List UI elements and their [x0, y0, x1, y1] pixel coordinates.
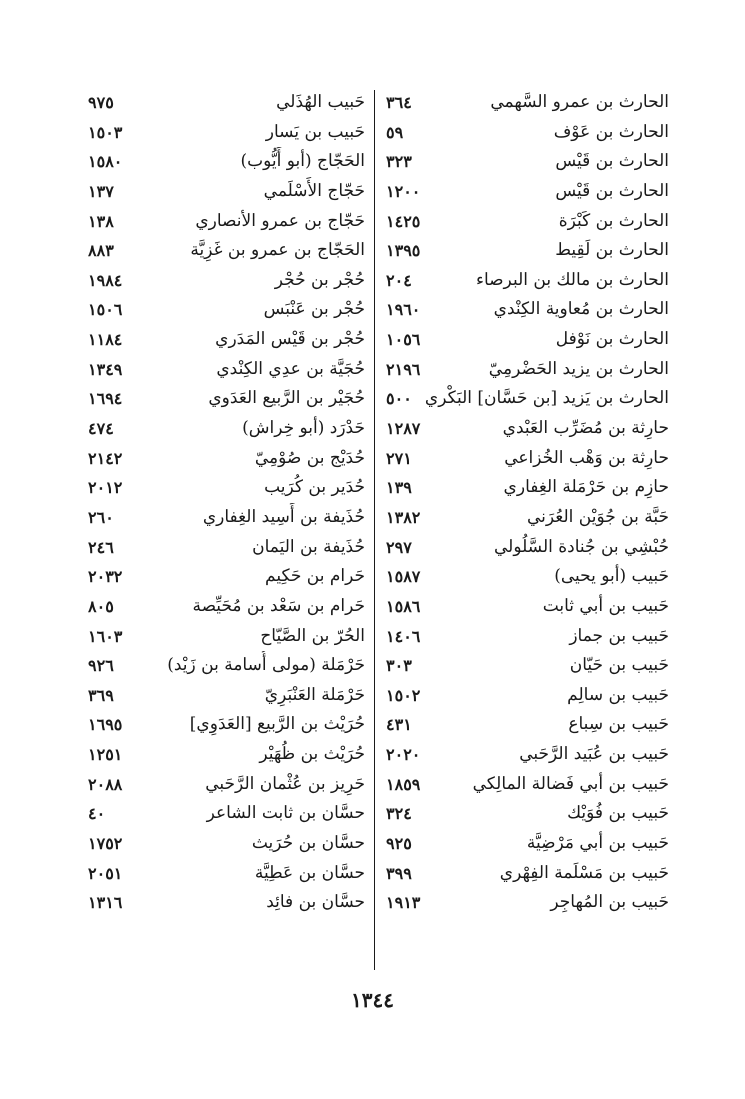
right-entry-number: ٣٠٣ — [386, 656, 412, 676]
index-row — [0, 355, 745, 385]
left-entry-name: حَدْرَد (أبو خِراش) — [242, 418, 365, 439]
right-entry-number: ٢٩٧ — [386, 537, 412, 557]
left-entry-number: ٩٢٦ — [88, 656, 114, 676]
right-entry-number: ٥٩ — [386, 122, 404, 142]
index-row — [0, 444, 745, 474]
right-entry-number: ١٤٠٦ — [386, 626, 421, 646]
left-entry-number: ١٥٠٦ — [88, 300, 123, 320]
right-entry-number: ١٣٩٥ — [386, 241, 421, 261]
page-number: ١٣٤٤ — [351, 988, 394, 1012]
right-entry-number: ٩٢٥ — [386, 834, 412, 854]
right-entry-number: ١٩١٣ — [386, 893, 421, 913]
right-entry-number: ٤٣١ — [386, 715, 412, 735]
index-row — [0, 207, 745, 237]
left-entry-number: ١٦٠٣ — [88, 626, 123, 646]
right-entry-number: ١٤٢٥ — [386, 211, 421, 231]
index-row — [0, 888, 745, 918]
index-row — [0, 384, 745, 414]
left-entry-name: الحَجّاج بن عمرو بن غَزِيَّة — [190, 240, 365, 261]
right-entry-number: ١٢٨٧ — [386, 419, 421, 439]
left-entry-name: حَبيب الهُذَلي — [276, 92, 365, 112]
left-entry-number: ١٣١٦ — [88, 893, 123, 913]
right-entry-name: الحارث بن نَوْفل — [555, 329, 669, 350]
right-entry-number: ١٥٨٦ — [386, 596, 421, 616]
left-entry-name: حُذَيفة بن اليَمان — [252, 536, 365, 557]
right-entry-number: ٣٢٤ — [386, 804, 412, 824]
right-entry-number: ٢٠٢٠ — [386, 745, 421, 765]
left-entry-number: ٢٠٥١ — [88, 863, 123, 883]
left-entry-number: ٢٠١٢ — [88, 478, 123, 498]
left-entry-number: ٢٤٦ — [88, 537, 114, 557]
left-entry-number: ١١٨٤ — [88, 330, 123, 350]
index-row — [0, 177, 745, 207]
left-entry-name: حسَّان بن حُرَيث — [251, 833, 365, 854]
index-row — [0, 266, 745, 296]
right-entry-name: حَبيب بن فُوَيْك — [567, 803, 669, 824]
left-entry-name: حَرِيز بن عُثْمان الرَّحَبي — [205, 773, 365, 794]
right-entry-name: حَبيب بن سِباع — [568, 714, 669, 735]
index-row — [0, 414, 745, 444]
index-entries — [0, 88, 745, 918]
right-entry-name: الحارث بن عَوْف — [553, 121, 669, 142]
right-entry-name: حارِثة بن وَهْب الخُزاعي — [504, 447, 669, 468]
right-entry-number: ٢٧١ — [386, 448, 412, 468]
index-row — [0, 592, 745, 622]
left-entry-number: ١٥٨٠ — [88, 152, 123, 172]
index-row — [0, 651, 745, 681]
left-entry-name: حسَّان بن عَطِيَّة — [254, 862, 365, 883]
left-entry-number: ١٣٨ — [88, 211, 114, 231]
right-entry-number: ١٥٠٢ — [386, 685, 421, 705]
index-row — [0, 740, 745, 770]
right-entry-name: حُبْشِي بن جُنادة السَّلُولي — [494, 536, 669, 557]
left-entry-name: حُجْر بن حُجْر — [274, 269, 365, 290]
right-entry-number: ١٩٦٠ — [386, 300, 421, 320]
right-entry-name: حازِم بن حَرْمَلة الغِفاري — [503, 477, 669, 498]
left-entry-name: حَبيب بن يَسار — [265, 121, 365, 142]
index-row — [0, 710, 745, 740]
left-entry-name: حُدَيْج بن صُوْمِيّ — [254, 447, 365, 468]
right-entry-number: ١٢٠٠ — [386, 181, 421, 201]
index-row — [0, 681, 745, 711]
left-entry-name: حَرْمَلة العَنْبَرِيّ — [264, 684, 365, 705]
left-entry-number: ١٣٧ — [88, 181, 114, 201]
index-row — [0, 503, 745, 533]
left-entry-number: ١٧٥٢ — [88, 834, 123, 854]
left-entry-number: ٤٠ — [88, 804, 106, 824]
index-row — [0, 295, 745, 325]
left-entry-name: حَرام بن سَعْد بن مُحَيِّصة — [192, 595, 365, 616]
left-entry-name: حُدَير بن كُرَيب — [264, 477, 365, 498]
right-entry-number: ١٣٨٢ — [386, 507, 421, 527]
index-row — [0, 147, 745, 177]
left-entry-number: ٨٠٥ — [88, 596, 114, 616]
left-entry-name: الحُرّ بن الصَّيّاح — [260, 625, 365, 646]
index-row — [0, 770, 745, 800]
left-entry-number: ٢٦٠ — [88, 507, 114, 527]
left-entry-number: ١٦٩٥ — [88, 715, 123, 735]
index-row — [0, 859, 745, 889]
right-entry-name: الحارث بن مُعاوية الكِنْدي — [493, 299, 669, 320]
index-row — [0, 829, 745, 859]
right-entry-name: حَبيب بن مَسْلَمة الفِهْري — [499, 862, 669, 883]
right-entry-name: الحارث بن قَيْس — [555, 180, 669, 201]
left-entry-number: ٨٨٣ — [88, 241, 114, 261]
right-entry-name: الحارث بن يزيد الحَضْرمِيّ — [488, 358, 669, 379]
right-entry-name: الحارث بن يَزيد [بن حَسَّان] البَكْري — [424, 388, 669, 409]
right-entry-number: ٥٠٠ — [386, 389, 412, 409]
right-entry-name: الحارث بن عمرو السَّهمي — [490, 92, 669, 112]
right-entry-name: حَبيب بن سالِم — [567, 684, 669, 705]
right-entry-name: حَبيب بن أبي ثابت — [542, 595, 669, 616]
left-entry-name: حَرْمَلة (مولى أُسامة بن زَيْد) — [167, 655, 365, 676]
right-entry-name: الحارث بن مالك بن البرصاء — [475, 269, 669, 290]
right-entry-name: حَبَّة بن جُوَيْن العُرَني — [527, 506, 669, 527]
left-entry-number: ٤٧٤ — [88, 419, 114, 439]
left-entry-name: حسَّان بن ثابت الشاعر — [206, 803, 365, 824]
left-entry-name: حسَّان بن فائِد — [266, 892, 365, 913]
right-entry-name: الحارث بن لَقِيط — [555, 240, 669, 261]
index-row — [0, 562, 745, 592]
right-entry-name: الحارث بن كَبْرَة — [558, 210, 669, 231]
left-entry-number: ١٥٠٣ — [88, 122, 123, 142]
left-entry-number: ١٣٤٩ — [88, 359, 123, 379]
left-entry-number: ١٩٨٤ — [88, 270, 123, 290]
left-entry-name: حُرَيْث بن ظُهَيْر — [259, 744, 365, 765]
left-entry-number: ٢٠٨٨ — [88, 774, 123, 794]
left-entry-name: حَرام بن حَكِيم — [265, 566, 365, 587]
index-row — [0, 325, 745, 355]
right-entry-number: ١٠٥٦ — [386, 330, 421, 350]
left-entry-number: ٢٠٣٢ — [88, 567, 123, 587]
left-entry-name: حُجْر بن قَيْس المَدَري — [215, 329, 365, 350]
index-row — [0, 473, 745, 503]
left-entry-number: ٩٧٥ — [88, 93, 114, 112]
left-entry-number: ٢١٤٢ — [88, 448, 123, 468]
right-entry-name: الحارث بن قَيْس — [555, 151, 669, 172]
right-entry-name: حَبيب بن عُبَيد الرَّحَبي — [519, 744, 669, 765]
index-row — [0, 236, 745, 266]
right-entry-number: ١٣٩ — [386, 478, 412, 498]
right-entry-number: ٣٦٤ — [386, 93, 412, 112]
right-entry-name: حَبيب بن أبي مَرْضِيَّة — [526, 833, 669, 854]
right-entry-name: حَبيب بن أبي فَضالة المالِكي — [472, 773, 669, 794]
right-entry-number: ٣٢٣ — [386, 152, 412, 172]
right-entry-name: حارِثة بن مُضَرِّب العَبْدي — [502, 418, 669, 439]
right-entry-number: ٢١٩٦ — [386, 359, 421, 379]
index-row — [0, 88, 745, 118]
left-entry-name: حَجّاج بن عمرو الأنصاري — [195, 210, 365, 231]
left-entry-name: حُذَيفة بن أَسِيد الغِفاري — [202, 506, 365, 527]
left-entry-number: ١٦٩٤ — [88, 389, 123, 409]
left-entry-name: حُجَيْر بن الرَّبيع العَدَوي — [208, 388, 365, 409]
left-entry-name: حَجّاج الأَسْلَمي — [263, 180, 365, 201]
right-entry-name: حَبيب بن حَيّان — [569, 655, 669, 676]
left-entry-number: ٣٦٩ — [88, 685, 114, 705]
right-entry-name: حَبيب (أبو يحيى) — [554, 566, 669, 587]
right-entry-number: ٢٠٤ — [386, 270, 412, 290]
right-entry-number: ٣٩٩ — [386, 863, 412, 883]
index-row — [0, 799, 745, 829]
index-row — [0, 533, 745, 563]
index-row — [0, 118, 745, 148]
right-entry-name: حَبيب بن جماز — [569, 625, 669, 646]
left-entry-name: حُرَيْث بن الرَّبيع [العَدَوِي] — [189, 714, 365, 735]
right-entry-number: ١٨٥٩ — [386, 774, 421, 794]
left-entry-name: حُجْر بن عَنْبَس — [263, 299, 365, 320]
left-entry-name: الحَجّاج (أبو أَيُّوب) — [240, 151, 365, 172]
right-entry-number: ١٥٨٧ — [386, 567, 421, 587]
index-row — [0, 622, 745, 652]
left-entry-number: ١٢٥١ — [88, 745, 123, 765]
right-entry-name: حَبيب بن المُهاجِر — [550, 892, 669, 913]
left-entry-name: حُجَيَّة بن عدِي الكِنْدي — [216, 358, 365, 379]
